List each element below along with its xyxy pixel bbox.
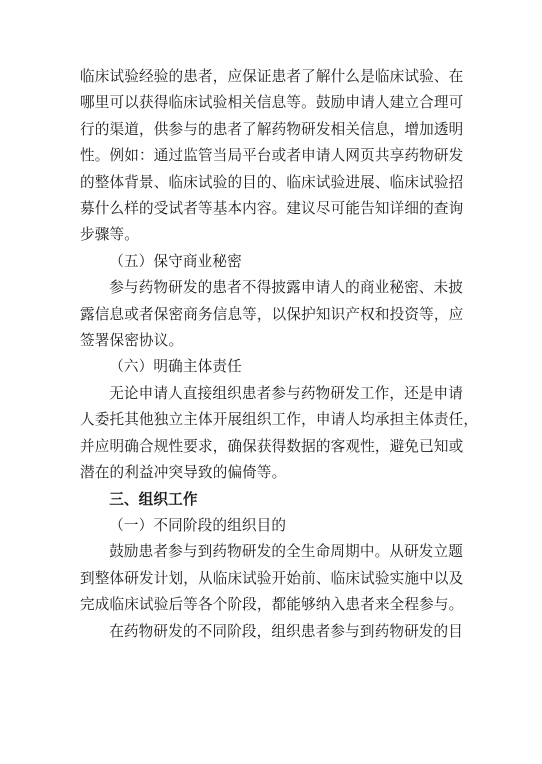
section-heading-organization: 三、组织工作 [109,490,198,508]
text-line: 在药物研发的不同阶段，组织患者参与到药物研发的目 [109,622,464,640]
text-line: 临床试验经验的患者，应保证患者了解什么是临床试验、在 [80,68,464,85]
text-line: 潜在的利益冲突导致的偏倚等。 [80,464,287,482]
paragraph-lifecycle [80,539,472,618]
text-line: 行的渠道，供参与的患者了解药物研发相关信息，增加透明 [80,120,464,138]
text-line: 露信息或者保密商务信息等，以保护知识产权和投资等，应 [80,305,464,323]
text-line: 并应明确合规性要求，确保获得数据的客观性，避免已知或 [80,437,464,455]
text-line: 性。例如：通过监管当局平台或者申请人网页共享药物研发 [80,147,464,165]
text-line: 无论申请人直接组织患者参与药物研发工作，还是申请 [109,384,464,402]
text-line: 的整体背景、临床试验的目的、临床试验进展、临床试验招 [80,173,464,191]
text-line: 签署保密协议。 [80,332,184,350]
text-line: 哪里可以获得临床试验相关信息等。鼓励申请人建立合理可 [80,94,464,112]
paragraph-responsibility [80,381,479,487]
text-line: 人委托其他独立主体开展组织工作，申请人均承担主体责任， [80,411,479,429]
document-body [80,64,479,645]
paragraph-stages [80,619,472,645]
heading-stage-purposes: （一）不同阶段的组织目的 [109,516,287,534]
text-line: 步骤等。 [80,226,139,244]
text-line: 参与药物研发的患者不得披露申请人的商业秘密、未披 [109,279,464,297]
heading-confidentiality: （五）保守商业秘密 [109,252,242,270]
text-line: 到整体研发计划，从临床试验开始前、临床试验实施中以及 [80,569,464,587]
paragraph-confidentiality [80,275,472,354]
text-line: 完成临床试验后等各个阶段，都能够纳入患者来全程参与。 [80,596,464,614]
text-line: 募什么样的受试者等基本内容。建议尽可能告知详细的查询 [80,200,464,218]
paragraph-trial-info [80,64,472,249]
text-line: 鼓励患者参与到药物研发的全生命周期中。从研发立题 [109,543,464,561]
heading-responsibility: （六）明确主体责任 [109,358,242,376]
